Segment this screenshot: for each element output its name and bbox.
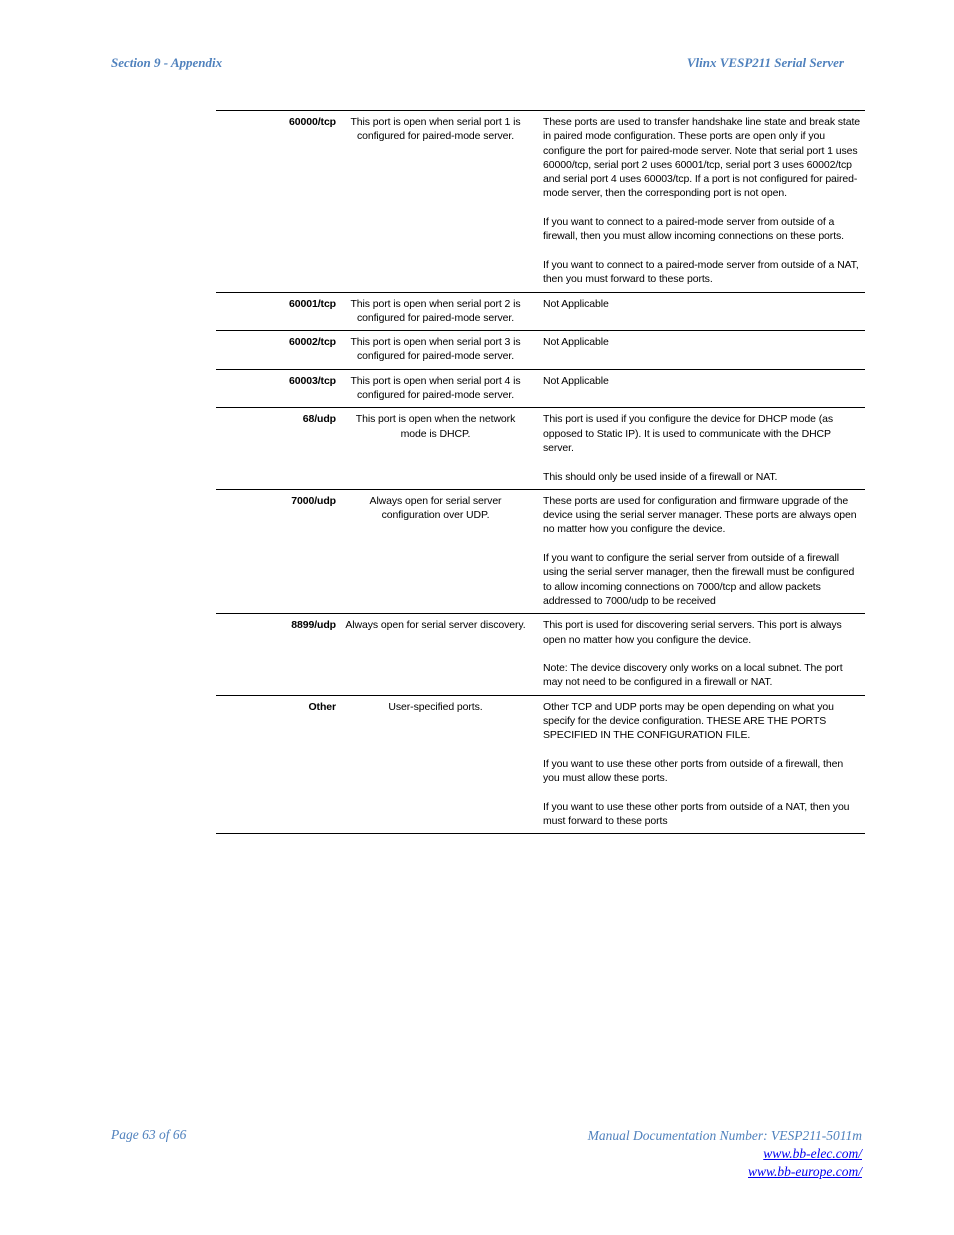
description-paragraph: Not Applicable <box>543 297 609 310</box>
table-row <box>216 408 865 489</box>
table-row <box>216 489 865 613</box>
description-cell <box>531 331 865 370</box>
port-cell: 68/udp <box>302 413 336 426</box>
open-condition-cell: This port is open when the network mode is DHCP. <box>355 413 516 440</box>
ports-table <box>216 110 865 834</box>
description-paragraph: These ports are used to transfer handshake line state and break state in paired mode configuration. These ports are open only if you configure the port for paired-mode server. Note that serial port 1 uses 60000/tcp, serial port 2 uses 60001/tcp, serial port 3 uses 60002/tcp and serial port 4 uses 60003/tcp. If a port is not configured for paired-mode server, then the corresponding port is not open. <box>543 116 861 200</box>
description-cell <box>531 111 865 293</box>
description-paragraph: Not Applicable <box>543 336 609 349</box>
port-cell: 60001/tcp <box>289 297 336 310</box>
port-cell: 8899/udp <box>291 619 336 632</box>
bb-elec-link[interactable]: www.bb-elec.com/ <box>763 1146 862 1161</box>
open-condition-cell: This port is open when serial port 4 is configured for paired-mode server. <box>350 374 521 402</box>
description-paragraph: Other TCP and UDP ports may be open depending on what you specify for the device configuration. THESE ARE THE PORTS SPECIFIED IN THE CONFIGURATION FILE. <box>543 700 834 742</box>
table-row <box>216 614 865 695</box>
open-condition-cell: User-specified ports. <box>388 700 483 713</box>
description-cell <box>531 369 865 408</box>
port-cell: Other <box>308 700 336 713</box>
footer-info <box>588 1127 862 1181</box>
description-paragraph: This should only be used inside of a firewall or NAT. <box>543 470 778 483</box>
port-cell: 60000/tcp <box>289 116 336 128</box>
port-cell: 7000/udp <box>291 494 336 507</box>
open-condition-cell: This port is open when serial port 1 is configured for paired-mode server. <box>350 116 521 143</box>
port-cell: 60002/tcp <box>289 336 336 349</box>
bb-europe-link[interactable]: www.bb-europe.com/ <box>748 1164 862 1179</box>
product-title: Vlinx VESP211 Serial Server <box>686 55 844 70</box>
description-paragraph: This port is used for discovering serial servers. This port is always open no matter how you configure the device. <box>543 619 842 646</box>
description-paragraph: These ports are used for configuration and firmware upgrade of the device using the serial server manager. These ports are always open no matter how you configure the device. <box>543 494 857 536</box>
description-cell <box>531 695 865 834</box>
description-paragraph: Note: The device discovery only works on a local subnet. The port may not need to be configured in a firewall or NAT. <box>543 662 843 689</box>
open-condition-cell: This port is open when serial port 2 is configured for paired-mode server. <box>350 297 521 324</box>
doc-number: Manual Documentation Number: VESP211-5011m <box>587 1128 862 1143</box>
open-condition-cell: This port is open when serial port 3 is configured for paired-mode server. <box>350 336 521 363</box>
table-row <box>216 292 865 331</box>
description-cell <box>531 614 865 695</box>
port-cell: 60003/tcp <box>289 374 336 387</box>
description-paragraph: If you want to connect to a paired-mode server from outside of a firewall, then you must allow incoming connections on these ports. <box>543 216 844 243</box>
open-condition-cell: Always open for serial server configuration over UDP. <box>369 494 502 522</box>
open-condition-cell: Always open for serial server discovery. <box>345 619 526 632</box>
description-paragraph: If you want to connect to a paired-mode server from outside of a NAT, then you must forward to these ports. <box>543 258 859 286</box>
table-row <box>216 111 865 293</box>
description-paragraph: If you want to use these other ports from outside of a firewall, then you must allow these ports. <box>543 757 844 785</box>
description-paragraph: Not Applicable <box>543 374 609 387</box>
description-paragraph: If you want to configure the serial server from outside of a firewall using the serial server manager, then the firewall must be configured to allow incoming connections on 7000/tcp and allow packets addressed to 7000/udp to be received <box>543 552 855 607</box>
description-paragraph: This port is used if you configure the device for DHCP mode (as opposed to Static IP). It is used to communicate with the DHCP server. <box>543 413 833 454</box>
description-paragraph: If you want to use these other ports from outside of a NAT, then you must forward to these ports <box>543 800 850 828</box>
table-row <box>216 331 865 370</box>
description-cell <box>531 408 865 489</box>
page-number: Page 63 of 66 <box>111 1127 187 1142</box>
description-cell <box>531 489 865 613</box>
table-row <box>216 369 865 408</box>
description-cell <box>531 292 865 331</box>
table-row <box>216 695 865 834</box>
section-title: Section 9 - Appendix <box>111 55 223 70</box>
